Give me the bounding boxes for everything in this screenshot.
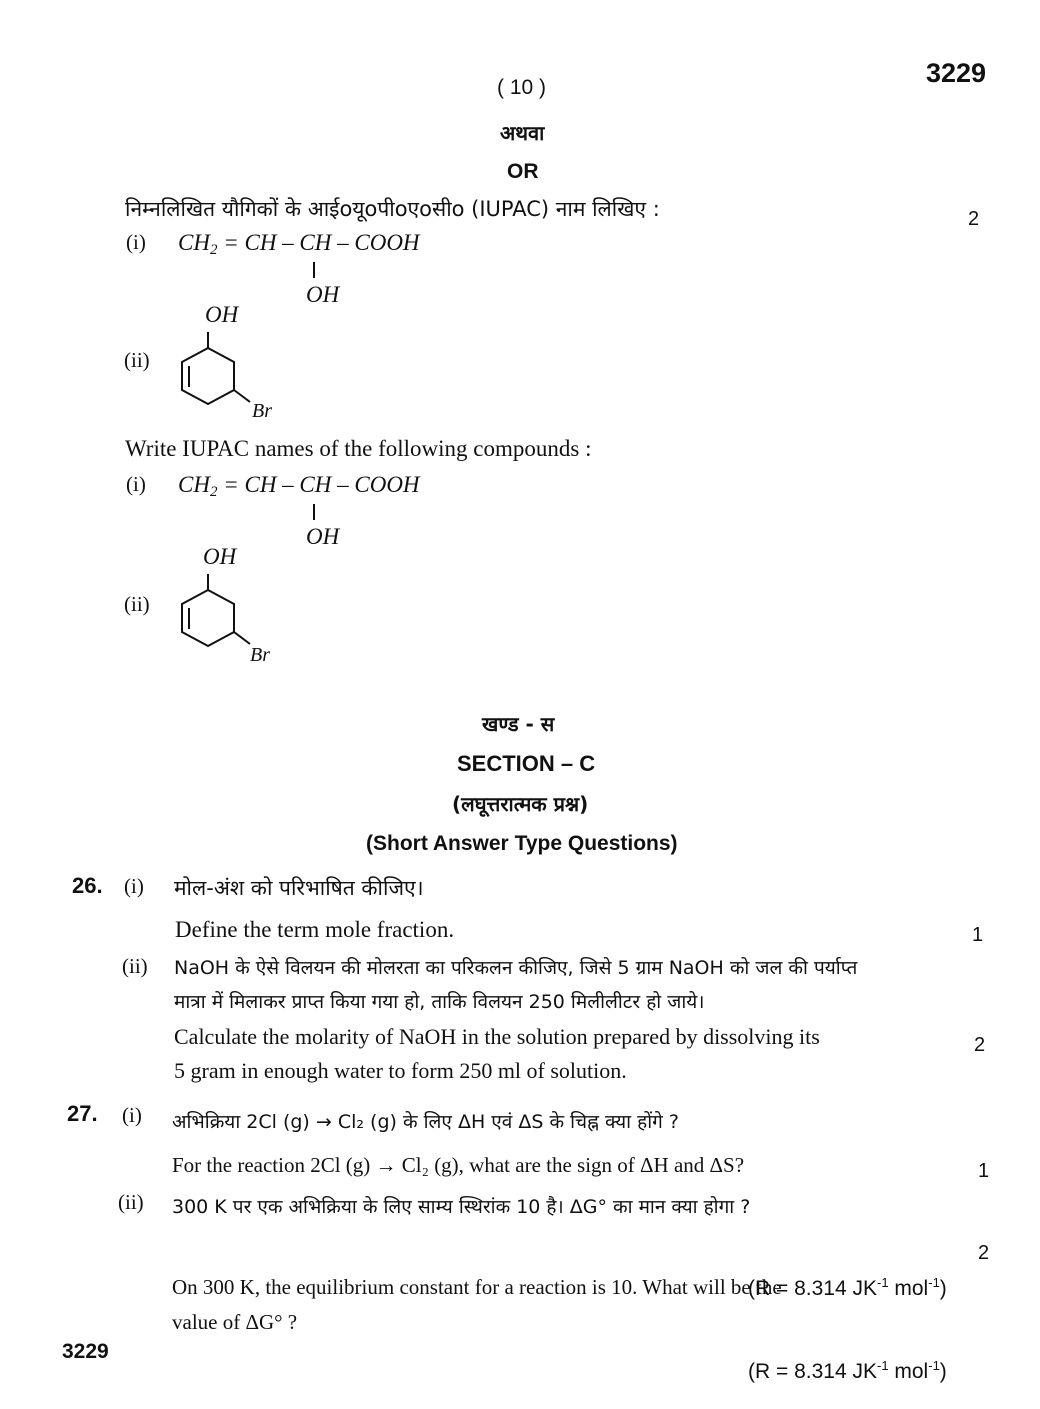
q27-ii-marks: 2 [978,1242,990,1264]
hindi-prompt: निम्नलिखित यौगिकों के आईoयूoपीoएoसीo (IUPAC) नाम लिखिए : [125,197,660,221]
constant-main: (R = 8.314 JK [748,1277,877,1300]
q26-ii-label: (ii) [122,954,148,978]
constant-end-2: ) [939,1360,947,1383]
item-ii-label-en: (ii) [124,592,150,616]
q27-i-marks: 1 [978,1160,990,1182]
english-prompt: Write IUPAC names of the following compounds : [125,436,592,461]
item-ii-label: (ii) [124,348,150,372]
q26-i-hindi: मोल-अंश को परिभाषित कीजिए। [174,876,424,900]
formula-bond-line-en [313,504,315,520]
section-english-title: SECTION – C [457,751,596,776]
formula-bond-line [313,262,315,278]
formula-i [178,230,420,259]
constant-sup1-2: -1 [876,1358,889,1373]
corner-code: 3229 [926,58,987,88]
q27-ii-english-line1: On 300 K, the equilibrium constant for a reaction is 10. What will be the [172,1275,782,1299]
q26-ii-hindi-line2: मात्रा में मिलाकर प्राप्त किया गया हो, ताकि विलयन 250 मिलीलीटर हो जाये। [174,991,705,1013]
ring-top-group: OH [205,302,239,327]
formula-main-en: CH [178,472,210,497]
section-hindi-title: खण्ड - स [482,712,555,736]
q27-i-hindi: अभिक्रिया 2Cl (g) → Cl₂ (g) के लिए ΔH एवं ΔS के चिह्न क्या होंगे ? [172,1111,679,1133]
ring-substituent-en: Br [250,644,270,666]
formula-branch: OH [306,282,340,307]
formula-sub-en: 2 [209,484,218,500]
ring-substituent: Br [252,400,272,422]
q26-ii-english-line2: 5 gram in enough water to form 250 ml of solution. [174,1058,627,1083]
or-question-marks: 2 [968,208,980,230]
page-number: ( 10 ) [497,76,547,99]
q26-number: 26. [72,873,103,898]
q26-i-marks: 1 [972,924,984,946]
ring-top-group-en: OH [203,544,237,569]
q27-ii-label: (ii) [118,1190,144,1214]
constant-mid: mol [888,1277,929,1300]
or-hindi: अथवा [500,121,545,145]
q27-gas-constant-2 [748,1358,947,1384]
q27-number: 27. [67,1101,98,1126]
q26-ii-english-line1: Calculate the molarity of NaOH in the solution prepared by dissolving its [174,1024,820,1049]
q27-i-english: For the reaction 2Cl (g) → Cl₂ (g), what are the sign of ΔH and ΔS? [172,1153,745,1177]
item-i-label: (i) [126,230,146,254]
q27-i-label: (i) [122,1103,142,1127]
or-english: OR [507,160,539,183]
q26-ii-marks: 2 [974,1034,986,1056]
item-i-label-en: (i) [126,472,146,496]
formula-i-en [178,472,420,501]
constant-sup2: -1 [928,1275,940,1290]
section-hindi-subtitle: (लघूत्तरात्मक प्रश्न) [452,792,589,816]
constant-sup1: -1 [876,1275,889,1290]
formula-sub: 2 [209,242,218,258]
formula-rest: = CH – CH – COOH [217,230,420,255]
constant-end: ) [939,1277,947,1300]
constant-mid-2: mol [888,1360,929,1383]
section-english-subtitle: (Short Answer Type Questions) [366,832,678,855]
footer-code: 3229 [62,1340,109,1363]
formula-branch-en: OH [306,524,340,549]
q26-ii-hindi-line1: NaOH के ऐसे विलयन की मोलरता का परिकलन कीजिए, जिसे 5 ग्राम NaOH को जल की पर्याप्त [174,957,858,979]
constant-sup2-2: -1 [928,1358,940,1373]
q27-ii-hindi: 300 K पर एक अभिक्रिया के लिए साम्य स्थिरांक 10 है। ΔG° का मान क्या होगा ? [172,1196,751,1218]
q27-ii-english-line2: value of ΔG° ? [172,1310,298,1334]
formula-rest-en: = CH – CH – COOH [217,472,420,497]
q26-i-english: Define the term mole fraction. [175,917,455,942]
q26-i-label: (i) [124,874,144,898]
constant-main-2: (R = 8.314 JK [748,1360,877,1383]
formula-main: CH [178,230,210,255]
